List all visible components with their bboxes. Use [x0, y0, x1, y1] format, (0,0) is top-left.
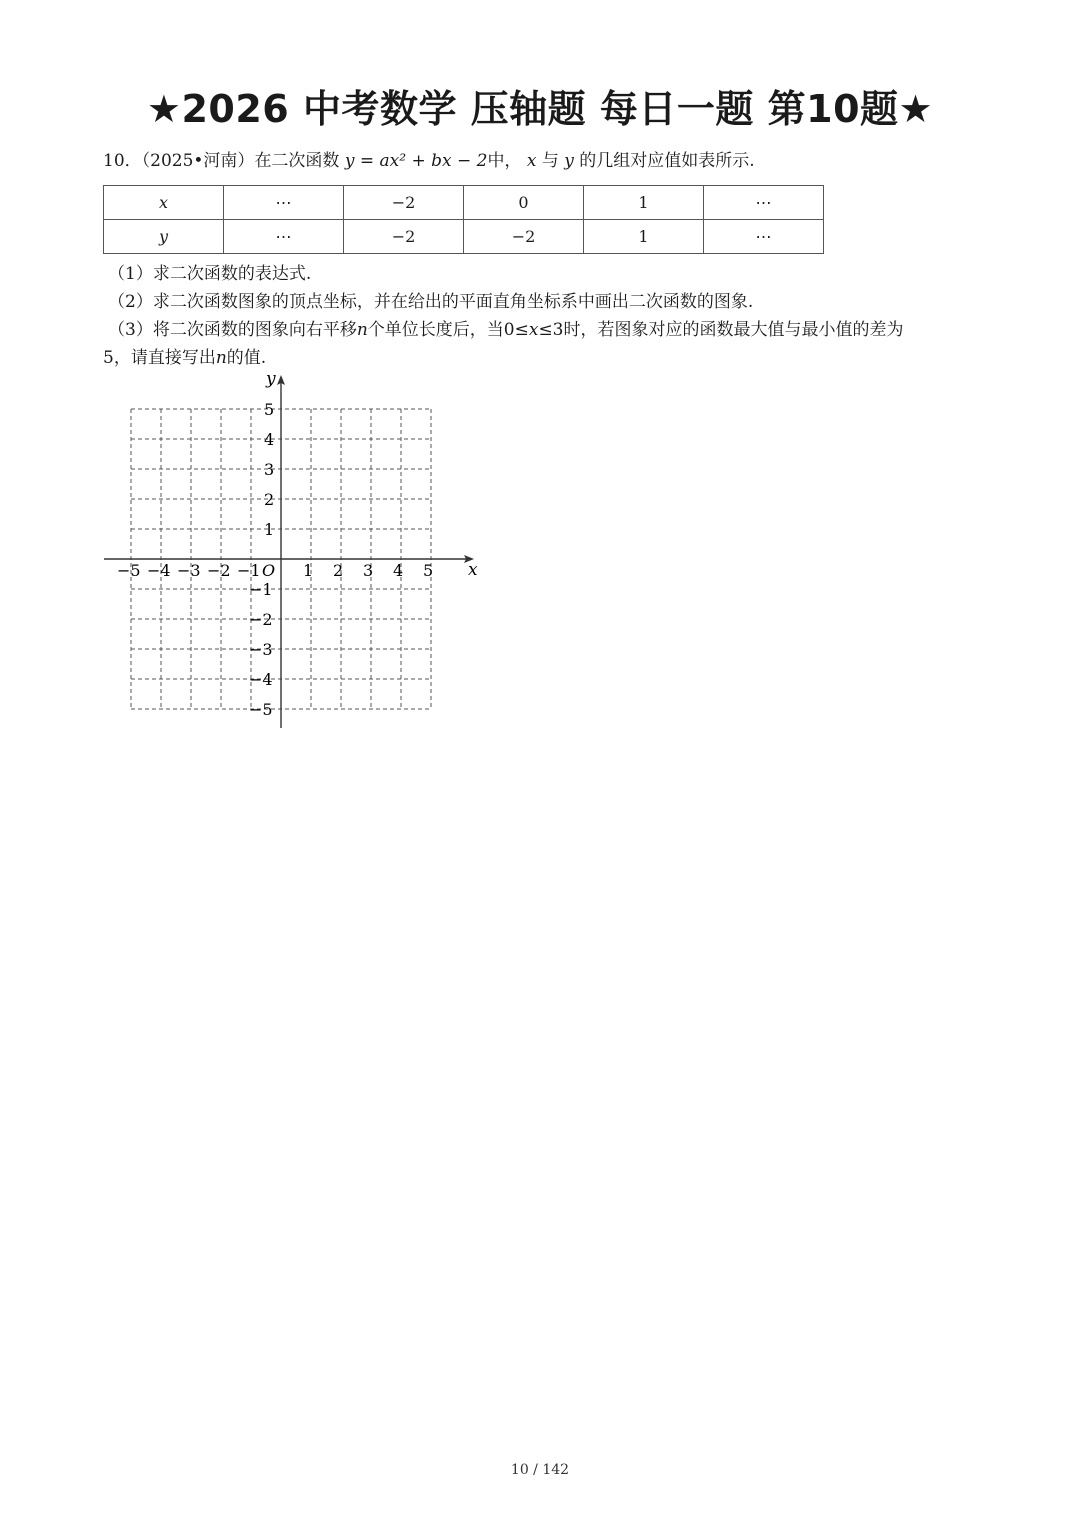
part-3-text: （3）将二次函数的图象向右平移 [108, 320, 357, 340]
value-table [103, 185, 824, 254]
stem-text: 在二次函数 [254, 151, 340, 171]
table-cell: −2 [344, 186, 464, 220]
table-cell: y [104, 220, 224, 254]
y-tick-label: 3 [264, 460, 275, 479]
table-cell: 1 [584, 220, 704, 254]
x-tick-label: 4 [393, 561, 404, 580]
var-x: x [528, 320, 539, 340]
y-tick-label: 2 [264, 490, 275, 509]
part-3 [108, 315, 904, 340]
table-cell: ⋯ [224, 220, 344, 254]
var-n: n [215, 348, 227, 368]
x-tick-label: −4 [147, 561, 171, 580]
function-formula: y = ax² + bx − 2 [344, 151, 488, 171]
question-source: （2025•河南） [141, 151, 255, 171]
part-3-text: 的值. [226, 348, 267, 368]
stem-text: 与 [541, 151, 559, 171]
part-2: （2）求二次函数图象的顶点坐标，并在给出的平面直角坐标系中画出二次函数的图象. [108, 292, 754, 312]
y-tick-label: −2 [249, 610, 273, 629]
stem-text: 的几组对应值如表所示. [579, 151, 755, 171]
var-x: x [526, 151, 537, 171]
table-row [104, 220, 824, 254]
x-tick-label: 2 [333, 561, 344, 580]
origin-label: O [262, 561, 276, 580]
table-cell: ⋯ [704, 186, 824, 220]
y-tick-label: 5 [264, 400, 275, 419]
table-cell: −2 [344, 220, 464, 254]
stem-text: 中， [487, 151, 522, 171]
x-tick-label: 5 [423, 561, 434, 580]
table-row [104, 186, 824, 220]
part-3-continued [103, 343, 266, 368]
y-tick-label: −5 [249, 700, 273, 719]
var-n: n [356, 320, 368, 340]
x-tick-label: 3 [363, 561, 374, 580]
table-cell: −2 [464, 220, 584, 254]
x-tick-label: −3 [177, 561, 201, 580]
table-cell: ⋯ [224, 186, 344, 220]
y-tick-label: −4 [249, 670, 273, 689]
question-number: 10． [103, 151, 142, 171]
y-tick-label: −3 [249, 640, 273, 659]
table-cell: 0 [464, 186, 584, 220]
x-axis-label: x [468, 560, 478, 580]
x-tick-label: 1 [303, 561, 314, 580]
y-tick-label: −1 [249, 580, 273, 599]
part-3-text: ≤3时，若图象对应的函数最大值与最小值的差为 [538, 320, 904, 340]
question-stem [103, 146, 755, 171]
table-cell: 1 [584, 186, 704, 220]
part-3-text: 个单位长度后，当0≤ [367, 320, 529, 340]
var-y: y [564, 151, 574, 171]
y-tick-label: 1 [264, 520, 275, 539]
page-title: ★2026 中考数学 压轴题 每日一题 第10题★ [146, 87, 934, 131]
table-cell: x [104, 186, 224, 220]
table-cell: ⋯ [704, 220, 824, 254]
y-tick-label: 4 [264, 430, 275, 449]
page-number: 10 / 142 [510, 1462, 570, 1478]
x-tick-label: −1 [237, 561, 261, 580]
part-1: （1）求二次函数的表达式. [108, 264, 312, 284]
x-tick-label: −2 [207, 561, 231, 580]
x-tick-label: −5 [117, 561, 141, 580]
part-3-text: 5，请直接写出 [103, 348, 216, 368]
coordinate-grid [100, 368, 490, 733]
axes [104, 375, 474, 728]
y-axis-label: y [266, 369, 276, 389]
